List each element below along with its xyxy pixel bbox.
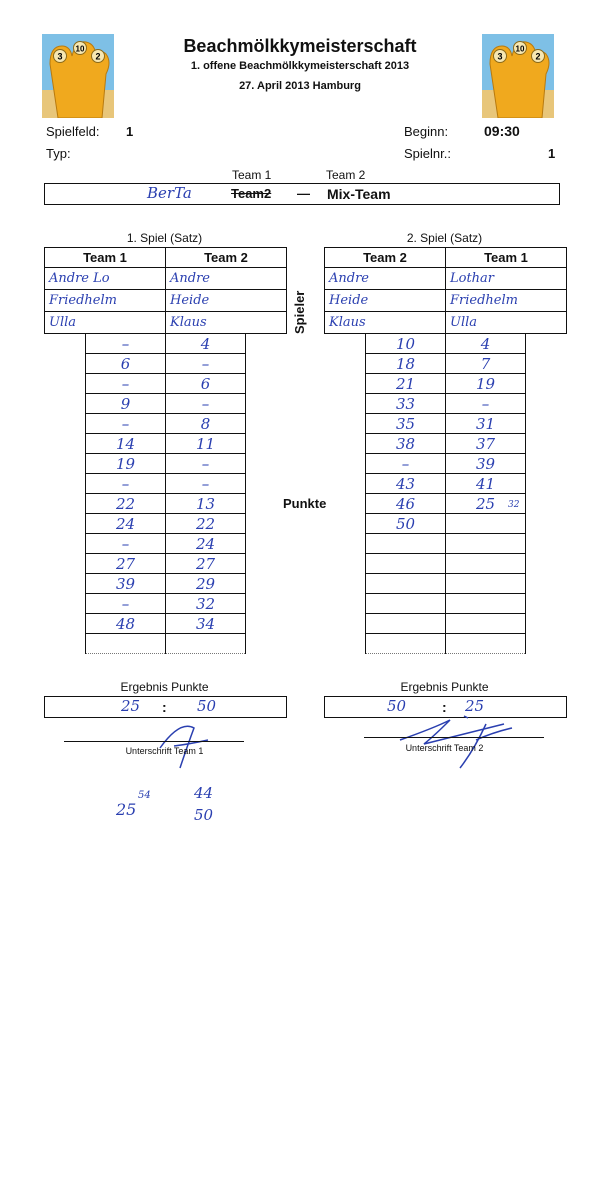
score-cell: [166, 634, 246, 654]
row-margin: [45, 374, 86, 394]
score-cell: [366, 534, 446, 554]
row-margin: [325, 634, 366, 654]
row-margin: [45, 614, 86, 634]
score-cell: –: [86, 414, 166, 434]
score-cell: [446, 634, 526, 654]
score-cell: –: [366, 454, 446, 474]
field-value: 1: [126, 124, 134, 139]
score-cell: [366, 614, 446, 634]
team2-caption: Team 2: [326, 168, 366, 182]
score-cell: 27: [86, 554, 166, 574]
row-margin: [45, 434, 86, 454]
row-margin: [45, 554, 86, 574]
game-number-value: 1: [548, 146, 556, 161]
row-margin: [45, 474, 86, 494]
game1-result-label: Ergebnis Punkte: [120, 680, 209, 694]
row-margin: [246, 474, 287, 494]
score-cell: 18: [366, 354, 446, 374]
game1-caption: 1. Spiel (Satz): [126, 231, 203, 245]
score-row: [325, 334, 567, 354]
player-name: Ulla: [446, 312, 567, 334]
game2-result-team1: 50: [387, 697, 407, 715]
score-cell: 13: [166, 494, 246, 514]
field-label: Spielfeld:: [46, 124, 100, 139]
row-margin: [246, 374, 287, 394]
score-cell: 22: [86, 494, 166, 514]
player-name: Ulla: [45, 312, 166, 334]
score-cell: –: [86, 334, 166, 354]
score-cell: –: [446, 394, 526, 414]
row-margin: [325, 594, 366, 614]
score-cell: 43: [366, 474, 446, 494]
page-title: Beachmölkkymeisterschaft: [183, 36, 417, 56]
player-row: [325, 268, 567, 290]
score-cell: 22: [166, 514, 246, 534]
player-name: Klaus: [325, 312, 446, 334]
row-margin: [45, 454, 86, 474]
team2-signature: [394, 710, 524, 770]
score-cell: [446, 574, 526, 594]
game1-result-colon: :: [162, 699, 167, 715]
row-margin: [325, 614, 366, 634]
score-cell: 38: [366, 434, 446, 454]
score-cell: 35: [366, 414, 446, 434]
row-margin: [246, 434, 287, 454]
score-row: [325, 394, 567, 414]
logo-pin-label: 2: [95, 51, 101, 62]
match-teams-box: [44, 183, 560, 205]
score-row: [45, 454, 287, 474]
row-margin: [325, 554, 366, 574]
score-cell: 34: [166, 614, 246, 634]
score-row: [325, 514, 567, 534]
logo-pin-label: 10: [515, 44, 525, 54]
row-margin: [246, 354, 287, 374]
score-cell: 24: [86, 514, 166, 534]
logo-pin-label: 3: [57, 51, 63, 62]
row-margin: [246, 534, 287, 554]
score-row: [45, 394, 287, 414]
game-number-label: Spielnr.:: [404, 146, 451, 161]
team2-signature-line: [364, 737, 544, 738]
score-row: [45, 594, 287, 614]
player-row: [45, 312, 287, 334]
score-cell: [446, 514, 526, 534]
row-margin: [45, 334, 86, 354]
score-cell: [86, 634, 166, 654]
score-cell: 46: [366, 494, 446, 514]
row-margin: [246, 634, 287, 654]
score-row: [45, 494, 287, 514]
row-margin: [325, 374, 366, 394]
score-cell: 21: [366, 374, 446, 394]
score-row: [45, 474, 287, 494]
row-margin: [526, 534, 567, 554]
score-cell: –: [166, 354, 246, 374]
row-margin: [526, 614, 567, 634]
player-row: [325, 290, 567, 312]
player-name: Andre Lo: [45, 268, 166, 290]
game2-result-team2: 25: [465, 697, 485, 715]
logo-pin-label: 2: [535, 51, 541, 62]
game2-score-table: [324, 247, 567, 654]
start-label: Beginn:: [404, 124, 449, 139]
player-name: Friedhelm: [45, 290, 166, 312]
game2-col1-header: Team 2: [325, 248, 446, 268]
score-row: [45, 574, 287, 594]
score-row: [325, 434, 567, 454]
team2-name: Mix-Team: [327, 186, 391, 202]
score-cell: 6: [86, 354, 166, 374]
row-margin: [325, 474, 366, 494]
score-cell: 11: [166, 434, 246, 454]
score-cell: 6: [166, 374, 246, 394]
row-margin: [246, 334, 287, 354]
game2-result-label: Ergebnis Punkte: [400, 680, 489, 694]
player-row: [45, 290, 287, 312]
row-margin: [526, 434, 567, 454]
row-margin: [325, 514, 366, 534]
row-margin: [325, 434, 366, 454]
game1-result-team2: 50: [197, 697, 217, 715]
row-margin: [325, 354, 366, 374]
row-margin: [325, 494, 366, 514]
game1-score-table: [44, 247, 287, 654]
team2-signature-label: Unterschrift Team 2: [405, 743, 484, 753]
row-margin: [246, 494, 287, 514]
logo-pin-label: 10: [75, 44, 85, 54]
score-row: [325, 634, 567, 654]
row-margin: [246, 454, 287, 474]
score-cell: 48: [86, 614, 166, 634]
player-name: Andre: [166, 268, 287, 290]
type-label: Typ:: [46, 146, 71, 161]
row-margin: [45, 414, 86, 434]
player-name: Andre: [325, 268, 446, 290]
row-margin: [526, 374, 567, 394]
game2-score-note: 32: [508, 500, 520, 510]
team-separator: —: [297, 186, 310, 201]
score-cell: [446, 534, 526, 554]
score-cell: 19: [446, 374, 526, 394]
score-row: [45, 554, 287, 574]
row-margin: [526, 554, 567, 574]
team1-signature-label: Unterschrift Team 1: [125, 746, 204, 756]
player-row: [325, 312, 567, 334]
row-margin: [325, 454, 366, 474]
score-cell: 4: [446, 334, 526, 354]
score-row: [45, 614, 287, 634]
score-cell: [366, 594, 446, 614]
game2-col2-header: Team 1: [446, 248, 567, 268]
score-row: [325, 594, 567, 614]
row-margin: [526, 334, 567, 354]
game1-col1-header: Team 1: [45, 248, 166, 268]
score-row: [45, 354, 287, 374]
score-row: [325, 414, 567, 434]
score-cell: [366, 554, 446, 574]
score-cell: –: [86, 594, 166, 614]
row-margin: [246, 614, 287, 634]
score-cell: [446, 554, 526, 574]
row-margin: [246, 394, 287, 414]
game1-result-box: [44, 696, 287, 718]
score-row: [45, 414, 287, 434]
score-cell: [366, 634, 446, 654]
row-margin: [246, 594, 287, 614]
game1-col2-header: Team 2: [166, 248, 287, 268]
team1-signature-line: [64, 741, 244, 742]
note-score-a-superscript: 54: [138, 790, 151, 801]
score-row: [45, 434, 287, 454]
score-row: [45, 534, 287, 554]
row-margin: [526, 634, 567, 654]
row-margin: [526, 574, 567, 594]
row-margin: [325, 534, 366, 554]
score-cell: 50: [366, 514, 446, 534]
row-margin: [246, 574, 287, 594]
player-name: Lothar: [446, 268, 567, 290]
score-cell: 27: [166, 554, 246, 574]
score-cell: –: [86, 534, 166, 554]
game2-caption: 2. Spiel (Satz): [406, 231, 483, 245]
score-row: [325, 574, 567, 594]
player-row: [45, 268, 287, 290]
score-cell: 37: [446, 434, 526, 454]
note-score-b-bottom: 50: [194, 806, 214, 824]
player-name: Klaus: [166, 312, 287, 334]
row-margin: [325, 394, 366, 414]
row-margin: [526, 394, 567, 414]
score-cell: 29: [166, 574, 246, 594]
row-margin: [45, 354, 86, 374]
player-name: Friedhelm: [446, 290, 567, 312]
score-row: [45, 334, 287, 354]
event-date-place: 27. April 2013 Hamburg: [239, 80, 361, 92]
team1-name: Team2: [231, 186, 272, 201]
row-margin: [526, 514, 567, 534]
score-row: [325, 494, 567, 514]
note-score-a: 25: [116, 800, 137, 819]
row-margin: [325, 574, 366, 594]
row-margin: [45, 394, 86, 414]
row-margin: [325, 334, 366, 354]
game1-result-team1: 25: [121, 697, 141, 715]
team1-handwritten-name: BerTa: [147, 184, 192, 202]
players-label: Spieler: [292, 290, 307, 334]
score-cell: [446, 594, 526, 614]
score-row: [45, 374, 287, 394]
score-row: [325, 474, 567, 494]
row-margin: [246, 414, 287, 434]
row-margin: [45, 594, 86, 614]
score-cell: 24: [166, 534, 246, 554]
score-cell: 14: [86, 434, 166, 454]
row-margin: [325, 414, 366, 434]
score-cell: 32: [166, 594, 246, 614]
player-name: Heide: [166, 290, 287, 312]
row-margin: [45, 534, 86, 554]
logo-pin-label: 3: [497, 51, 503, 62]
score-cell: 31: [446, 414, 526, 434]
score-cell: 39: [86, 574, 166, 594]
score-cell: 33: [366, 394, 446, 414]
score-cell: 8: [166, 414, 246, 434]
score-cell: 7: [446, 354, 526, 374]
score-cell: –: [166, 394, 246, 414]
score-cell: –: [166, 474, 246, 494]
team1-signature: [150, 718, 220, 772]
score-cell: 19: [86, 454, 166, 474]
team1-caption: Team 1: [232, 168, 272, 182]
note-score-b-top: 44: [194, 784, 214, 802]
player-name: Heide: [325, 290, 446, 312]
row-margin: [526, 354, 567, 374]
score-cell: 4: [166, 334, 246, 354]
row-margin: [526, 594, 567, 614]
score-cell: [366, 574, 446, 594]
game2-result-colon: :: [442, 699, 447, 715]
page-subtitle: 1. offene Beachmölkkymeisterschaft 2013: [190, 60, 410, 72]
score-row: [325, 534, 567, 554]
score-row: [45, 514, 287, 534]
score-cell: 10: [366, 334, 446, 354]
row-margin: [526, 474, 567, 494]
row-margin: [45, 574, 86, 594]
row-margin: [526, 494, 567, 514]
score-row: [325, 454, 567, 474]
row-margin: [246, 514, 287, 534]
score-row: [325, 554, 567, 574]
score-cell: –: [86, 374, 166, 394]
row-margin: [246, 554, 287, 574]
score-row: [325, 614, 567, 634]
points-label: Punkte: [283, 496, 327, 511]
row-margin: [45, 634, 86, 654]
score-cell: –: [166, 454, 246, 474]
score-cell: –: [86, 474, 166, 494]
row-margin: [526, 454, 567, 474]
score-cell: [446, 614, 526, 634]
score-cell: 41: [446, 474, 526, 494]
row-margin: [45, 514, 86, 534]
row-margin: [526, 414, 567, 434]
score-row: [45, 634, 287, 654]
score-cell: 25: [446, 494, 526, 514]
score-row: [325, 354, 567, 374]
row-margin: [45, 494, 86, 514]
score-cell: 9: [86, 394, 166, 414]
score-row: [325, 374, 567, 394]
score-cell: 39: [446, 454, 526, 474]
start-value: 09:30: [484, 123, 520, 139]
